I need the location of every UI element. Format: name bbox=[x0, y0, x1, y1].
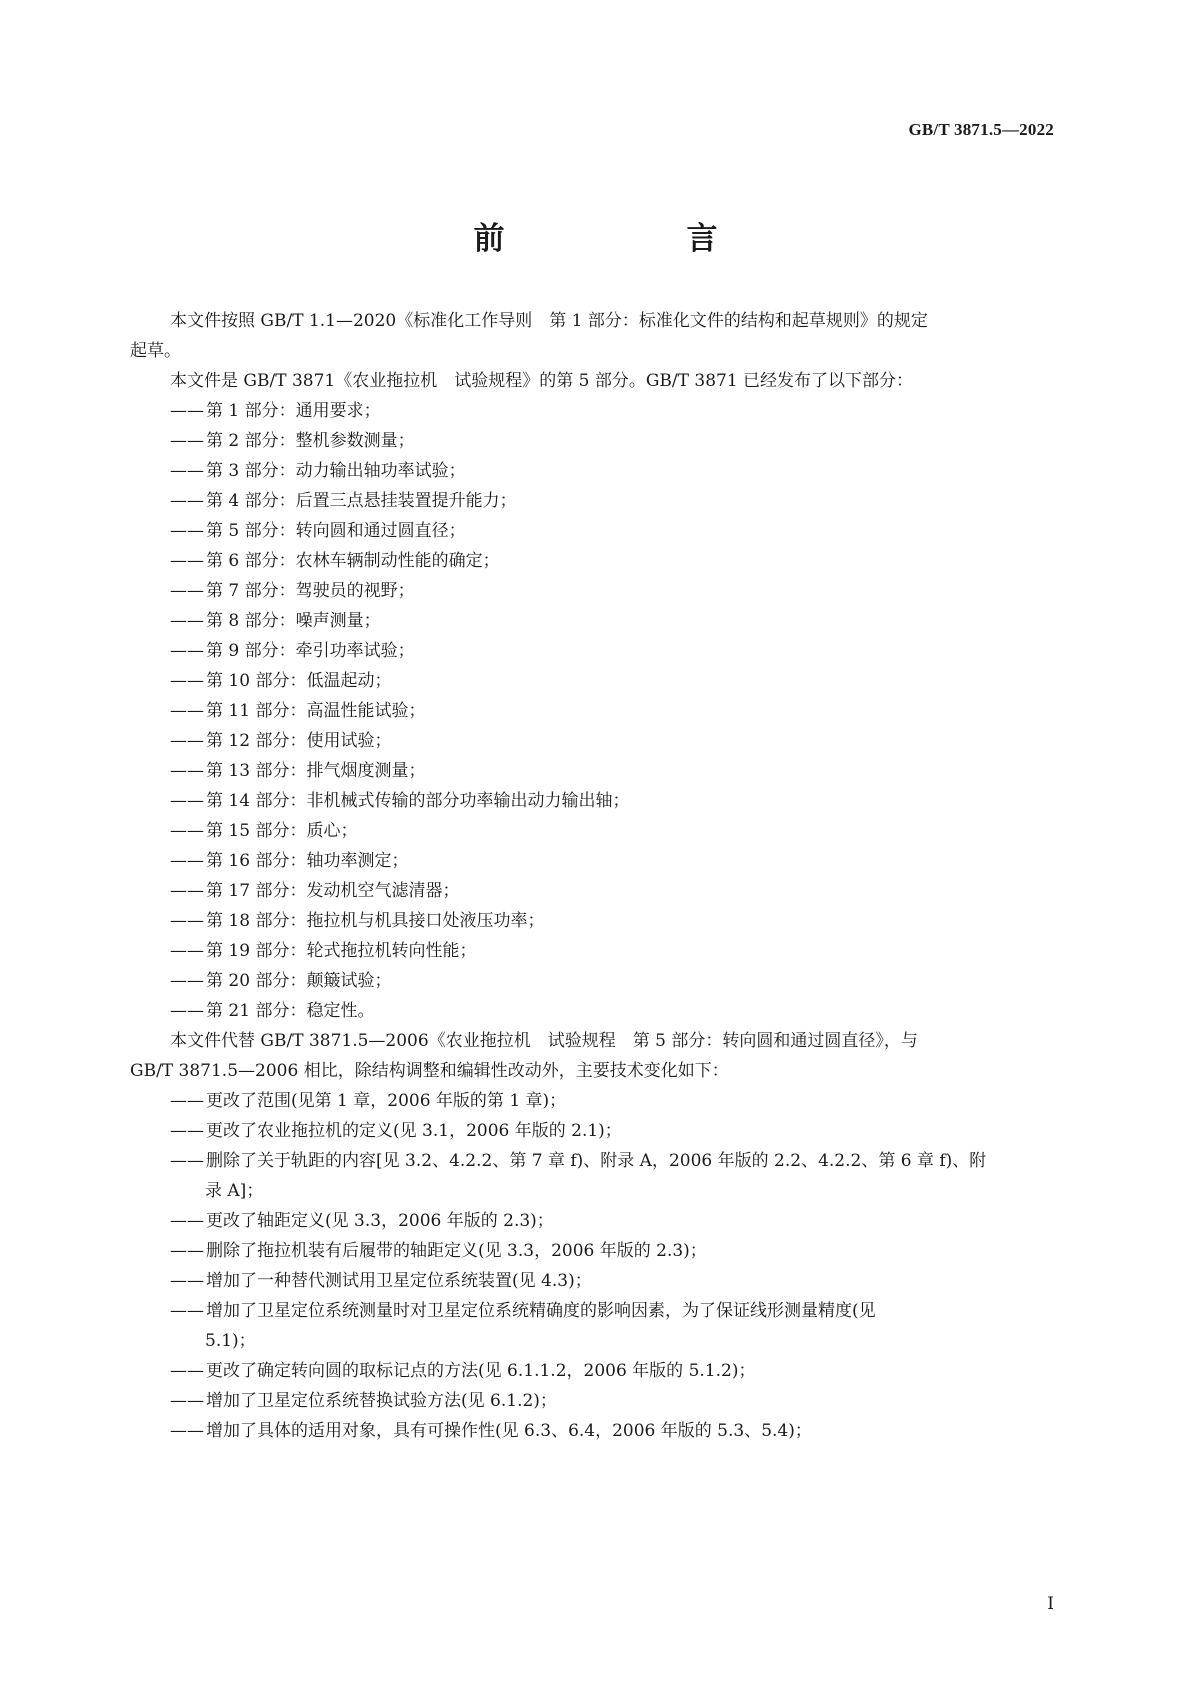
list-item bbox=[130, 606, 1060, 636]
list-item bbox=[130, 726, 1060, 756]
change-item-cont: 5.1)； bbox=[205, 1331, 256, 1351]
intro-paragraph-2: 本文件是 GB/T 3871《农业拖拉机 试验规程》的第 5 部分。GB/T 3871 已经发布了以下部分： bbox=[170, 371, 914, 391]
change-item bbox=[130, 1206, 1060, 1236]
replace-paragraph-cont: GB/T 3871.5—2006 相比，除结构调整和编辑性改动外，主要技术变化如下： bbox=[130, 1061, 729, 1081]
list-dash: —— bbox=[170, 671, 204, 691]
list-item bbox=[130, 456, 1060, 486]
list-item-text: 第 2 部分：整机参数测量； bbox=[206, 431, 415, 451]
list-dash: —— bbox=[170, 401, 204, 421]
change-item-text: 删除了拖拉机装有后履带的轴距定义(见 3.3，2006 年版的 2.3)； bbox=[206, 1241, 707, 1261]
list-item bbox=[130, 696, 1060, 726]
intro-paragraph-1 bbox=[130, 306, 1060, 336]
list-dash: —— bbox=[170, 461, 204, 481]
list-dash: —— bbox=[170, 791, 204, 811]
list-dash: —— bbox=[170, 491, 204, 511]
change-item bbox=[130, 1086, 1060, 1116]
list-dash: —— bbox=[170, 1001, 204, 1021]
list-dash: —— bbox=[170, 1391, 204, 1411]
list-item bbox=[130, 666, 1060, 696]
change-item-text: 删除了关于轨距的内容[见 3.2、4.2.2、第 7 章 f)、附录 A，2006 年版的 2.2、4.2.2、第 6 章 f)、附 bbox=[206, 1151, 987, 1171]
list-item-text: 第 13 部分：排气烟度测量； bbox=[206, 761, 426, 781]
list-item-text: 第 14 部分：非机械式传输的部分功率输出动力输出轴； bbox=[206, 791, 630, 811]
change-item-text: 更改了农业拖拉机的定义(见 3.1，2006 年版的 2.1)； bbox=[206, 1121, 622, 1141]
change-item bbox=[130, 1416, 1060, 1446]
list-dash: —— bbox=[170, 611, 204, 631]
list-item-text: 第 7 部分：驾驶员的视野； bbox=[206, 581, 415, 601]
intro-p1-cont: 起草。 bbox=[130, 341, 181, 361]
list-dash: —— bbox=[170, 1301, 204, 1321]
list-item-text: 第 21 部分：稳定性。 bbox=[206, 1001, 375, 1021]
page-title: 前 言 bbox=[473, 221, 758, 257]
list-dash: —— bbox=[170, 821, 204, 841]
list-dash: —— bbox=[170, 581, 204, 601]
list-item bbox=[130, 906, 1060, 936]
list-dash: —— bbox=[170, 851, 204, 871]
list-dash: —— bbox=[170, 551, 204, 571]
list-item bbox=[130, 636, 1060, 666]
list-item-text: 第 17 部分：发动机空气滤清器； bbox=[206, 881, 460, 901]
change-item-text: 更改了轴距定义(见 3.3，2006 年版的 2.3)； bbox=[206, 1211, 554, 1231]
list-item-text: 第 5 部分：转向圆和通过圆直径； bbox=[206, 521, 466, 541]
list-dash: —— bbox=[170, 761, 204, 781]
change-item bbox=[130, 1386, 1060, 1416]
change-item bbox=[130, 1146, 1060, 1176]
page-number: I bbox=[1047, 1594, 1054, 1614]
change-item-text: 增加了一种替代测试用卫星定位系统装置(见 4.3)； bbox=[206, 1271, 592, 1291]
list-dash: —— bbox=[170, 1151, 204, 1171]
list-item bbox=[130, 846, 1060, 876]
list-item-text: 第 16 部分：轴功率测定； bbox=[206, 851, 409, 871]
list-item bbox=[130, 396, 1060, 426]
change-item bbox=[130, 1116, 1060, 1146]
list-dash: —— bbox=[170, 731, 204, 751]
change-item-text: 更改了确定转向圆的取标记点的方法(见 6.1.1.2，2006 年版的 5.1.2)； bbox=[206, 1361, 756, 1381]
list-item bbox=[130, 936, 1060, 966]
document-body bbox=[130, 306, 1060, 1446]
change-item-text: 更改了范围(见第 1 章，2006 年版的第 1 章)； bbox=[206, 1091, 567, 1111]
list-item-text: 第 9 部分：牵引功率试验； bbox=[206, 641, 415, 661]
list-item bbox=[130, 996, 1060, 1026]
list-item-text: 第 18 部分：拖拉机与机具接口处液压功率； bbox=[206, 911, 545, 931]
change-item bbox=[130, 1296, 1060, 1326]
list-item-text: 第 4 部分：后置三点悬挂装置提升能力； bbox=[206, 491, 517, 511]
list-item-text: 第 6 部分：农林车辆制动性能的确定； bbox=[206, 551, 500, 571]
list-item-text: 第 19 部分：轮式拖拉机转向性能； bbox=[206, 941, 477, 961]
changes-list bbox=[130, 1086, 1060, 1446]
change-item bbox=[130, 1356, 1060, 1386]
list-dash: —— bbox=[170, 1271, 204, 1291]
list-item-text: 第 10 部分：低温起动； bbox=[206, 671, 392, 691]
change-item bbox=[130, 1266, 1060, 1296]
list-dash: —— bbox=[170, 641, 204, 661]
list-item-text: 第 20 部分：颠簸试验； bbox=[206, 971, 392, 991]
list-item bbox=[130, 546, 1060, 576]
list-item-text: 第 12 部分：使用试验； bbox=[206, 731, 392, 751]
list-dash: —— bbox=[170, 971, 204, 991]
list-item bbox=[130, 816, 1060, 846]
list-item-text: 第 15 部分：质心； bbox=[206, 821, 358, 841]
list-item bbox=[130, 786, 1060, 816]
list-dash: —— bbox=[170, 1361, 204, 1381]
list-item bbox=[130, 576, 1060, 606]
list-dash: —— bbox=[170, 941, 204, 961]
list-item-text: 第 3 部分：动力输出轴功率试验； bbox=[206, 461, 466, 481]
standard-code: GB/T 3871.5—2022 bbox=[908, 120, 1054, 139]
list-dash: —— bbox=[170, 1241, 204, 1261]
list-item bbox=[130, 756, 1060, 786]
list-dash: —— bbox=[170, 881, 204, 901]
change-item-cont: 录 A]； bbox=[205, 1181, 264, 1201]
list-dash: —— bbox=[170, 431, 204, 451]
list-dash: —— bbox=[170, 1121, 204, 1141]
list-dash: —— bbox=[170, 911, 204, 931]
change-item bbox=[130, 1236, 1060, 1266]
list-dash: —— bbox=[170, 1091, 204, 1111]
list-item bbox=[130, 876, 1060, 906]
list-dash: —— bbox=[170, 521, 204, 541]
list-item bbox=[130, 516, 1060, 546]
list-item bbox=[130, 426, 1060, 456]
change-item-text: 增加了卫星定位系统替换试验方法(见 6.1.2)； bbox=[206, 1391, 557, 1411]
list-dash: —— bbox=[170, 1421, 204, 1441]
list-dash: —— bbox=[170, 1211, 204, 1231]
list-item bbox=[130, 486, 1060, 516]
list-item-text: 第 8 部分：噪声测量； bbox=[206, 611, 381, 631]
list-item-text: 第 1 部分：通用要求； bbox=[206, 401, 381, 421]
change-item-text: 增加了具体的适用对象，具有可操作性(见 6.3、6.4，2006 年版的 5.3、5.4)； bbox=[206, 1421, 812, 1441]
list-dash: —— bbox=[170, 701, 204, 721]
parts-list bbox=[130, 396, 1060, 1026]
change-item-text: 增加了卫星定位系统测量时对卫星定位系统精确度的影响因素，为了保证线形测量精度(见 bbox=[206, 1301, 876, 1321]
list-item bbox=[130, 966, 1060, 996]
intro-p1-line1: 本文件按照 GB/T 1.1—2020《标准化工作导则 第 1 部分：标准化文件的结构和起草规则》的规定 bbox=[170, 311, 928, 331]
list-item-text: 第 11 部分：高温性能试验； bbox=[206, 701, 426, 721]
replace-paragraph: 本文件代替 GB/T 3871.5—2006《农业拖拉机 试验规程 第 5 部分：转向圆和通过圆直径》，与 bbox=[170, 1031, 918, 1051]
